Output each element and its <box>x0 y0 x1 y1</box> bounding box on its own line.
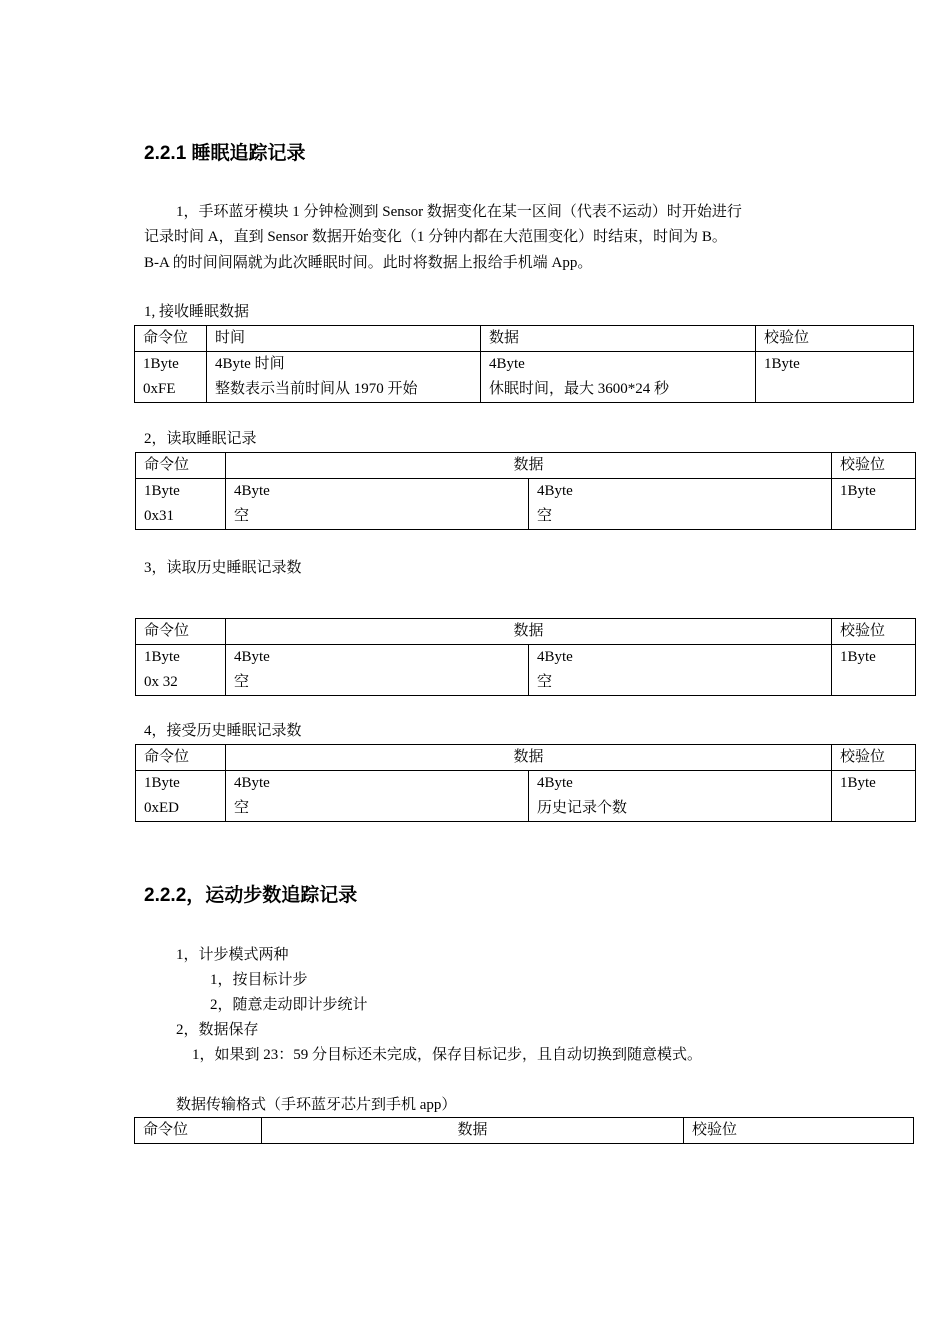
table2-caption: 2，读取睡眠记录 <box>144 431 257 447</box>
receive-history-count-table <box>135 744 916 822</box>
read-sleep-table <box>135 452 916 530</box>
table1-caption: 1, 接收睡眠数据 <box>144 304 250 320</box>
header-data: 数据 <box>226 453 832 479</box>
cmd-cell: 1Byte 0xED <box>136 771 226 822</box>
steps-list-item: 1，如果到 23：59 分目标还未完成，保存目标记步，且自动切换到随意模式。 <box>192 1047 703 1063</box>
header-check: 校验位 <box>756 326 914 352</box>
check-cell: 1Byte <box>832 771 916 822</box>
header-cmd: 命令位 <box>136 745 226 771</box>
cmd-cell: 1Byte 0xFE <box>135 352 207 403</box>
step-transfer-table <box>134 1117 914 1144</box>
steps-list-item: 2，随意走动即计步统计 <box>210 997 368 1013</box>
cmd-cell: 1Byte 0x 32 <box>136 645 226 696</box>
section-title-sleep: 2.2.1 睡眠追踪记录 <box>144 143 306 164</box>
data-cell-a: 4Byte 空 <box>226 479 529 530</box>
cmd-cell: 1Byte 0x31 <box>136 479 226 530</box>
data-cell-b: 4Byte 空 <box>529 645 832 696</box>
receive-sleep-table <box>134 325 914 403</box>
table3-caption: 3，读取历史睡眠记录数 <box>144 560 302 576</box>
time-cell: 4Byte 时间 整数表示当前时间从 1970 开始 <box>207 352 481 403</box>
header-data: 数据 <box>481 326 756 352</box>
sleep-para-line-1: 1，手环蓝牙模块 1 分钟检测到 Sensor 数据变化在某一区间（代表不运动）时开始进行 <box>176 204 742 220</box>
header-data: 数据 <box>226 745 832 771</box>
check-cell: 1Byte <box>832 479 916 530</box>
header-check: 校验位 <box>832 745 916 771</box>
steps-list-item: 1，按目标计步 <box>210 972 308 988</box>
header-cmd: 命令位 <box>135 326 207 352</box>
data-cell-b: 4Byte 空 <box>529 479 832 530</box>
check-cell: 1Byte <box>832 645 916 696</box>
section-title-steps: 2.2.2，运动步数追踪记录 <box>144 885 358 906</box>
header-time: 时间 <box>207 326 481 352</box>
read-history-count-table <box>135 618 916 696</box>
header-data: 数据 <box>262 1118 684 1144</box>
header-cmd: 命令位 <box>135 1118 262 1144</box>
steps-list-item: 2，数据保存 <box>176 1022 259 1038</box>
header-check: 校验位 <box>684 1118 914 1144</box>
header-check: 校验位 <box>832 619 916 645</box>
data-cell: 4Byte 休眠时间，最大 3600*24 秒 <box>481 352 756 403</box>
data-cell-b: 4Byte 历史记录个数 <box>529 771 832 822</box>
table4-caption: 4，接受历史睡眠记录数 <box>144 723 302 739</box>
sleep-para-line-2: 记录时间 A，直到 Sensor 数据开始变化（1 分钟内都在大范围变化）时结束，时间为 B。 <box>144 229 727 245</box>
sleep-para-line-3: B-A 的时间间隔就为此次睡眠时间。此时将数据上报给手机端 App。 <box>144 255 593 271</box>
check-cell: 1Byte <box>756 352 914 403</box>
steps-list-item: 1，计步模式两种 <box>176 947 289 963</box>
header-check: 校验位 <box>832 453 916 479</box>
table5-caption: 数据传输格式（手环蓝牙芯片到手机 app） <box>176 1097 457 1113</box>
data-cell-a: 4Byte 空 <box>226 771 529 822</box>
header-cmd: 命令位 <box>136 619 226 645</box>
data-cell-a: 4Byte 空 <box>226 645 529 696</box>
header-data: 数据 <box>226 619 832 645</box>
header-cmd: 命令位 <box>136 453 226 479</box>
